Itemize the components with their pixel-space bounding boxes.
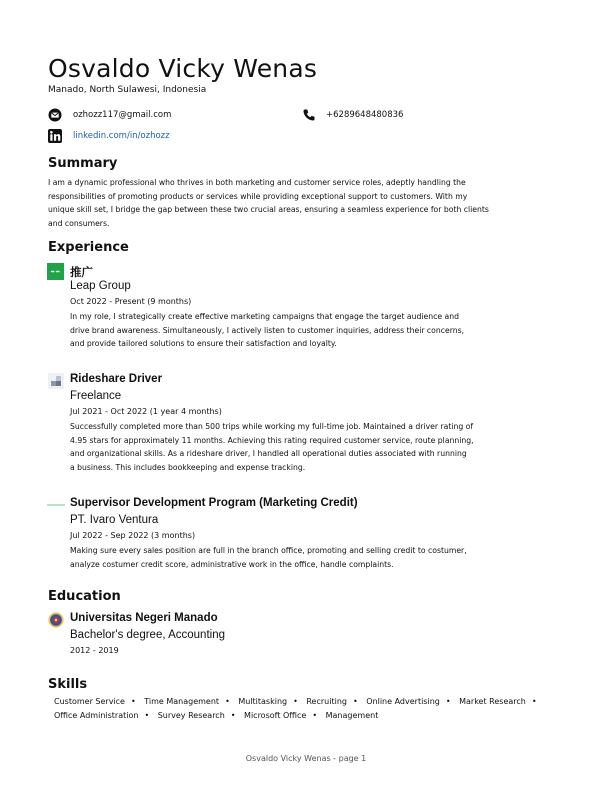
summary-line: and consumers. <box>48 218 110 228</box>
summary-line: responsibilities of promoting products or services while providing exceptional support to customers. With my <box>48 191 468 201</box>
job-description-line: a business. This includes bookkeeping and expense tracking. <box>70 462 306 472</box>
summary-line: unique skill set, I bridge the gap between these two crucial areas, ensuring a seamless experience for both clients <box>48 205 489 214</box>
skill-item: Management <box>325 711 379 720</box>
skill-separator: • <box>445 697 451 706</box>
education-heading: Education <box>48 589 121 604</box>
candidate-name: Osvaldo Vicky Wenas <box>48 54 318 83</box>
candidate-location: Manado, North Sulawesi, Indonesia <box>48 85 207 95</box>
page-footer: Osvaldo Vicky Wenas - page 1 <box>245 754 367 763</box>
job-description <box>70 310 550 351</box>
email-text[interactable]: ozhozz117@gmail.com <box>73 110 172 120</box>
education-school: Universitas Negeri Manado <box>70 612 218 624</box>
job-role: 推广 <box>70 267 93 279</box>
skill-item: Time Management <box>144 697 220 706</box>
job-description <box>70 544 550 571</box>
experience-heading: Experience <box>48 240 129 255</box>
job-company: PT. Ivaro Ventura <box>70 514 159 526</box>
ivaro-ventura-logo <box>47 502 65 508</box>
summary-line: I am a dynamic professional who thrives in both marketing and customer service roles, adeptly handling the <box>48 178 466 187</box>
skill-separator: • <box>352 697 358 706</box>
linkedin-link[interactable]: linkedin.com/in/ozhozz <box>73 131 170 141</box>
skill-separator: • <box>293 697 298 706</box>
envelope-icon <box>48 108 62 122</box>
job-description-line: analyze costumer credit score, administrative work in the office, handle complaints. <box>70 559 394 569</box>
summary-text <box>48 176 558 230</box>
phone-text[interactable]: +6289648480836 <box>326 110 404 120</box>
skill-separator: • <box>144 711 150 720</box>
skill-separator: • <box>130 697 136 706</box>
linkedin-icon <box>48 129 62 143</box>
job-dates: Oct 2022 - Present (9 months) <box>70 297 192 306</box>
education-degree: Bachelor's degree, Accounting <box>70 629 225 641</box>
skill-item: Multitasking <box>238 697 288 706</box>
job-description-line: Successfully completed more than 500 trips while working my full-time job. Maintained a driver rating of <box>70 422 474 431</box>
skill-separator: • <box>225 697 230 706</box>
education-dates: 2012 - 2019 <box>70 646 119 655</box>
job-dates: Jul 2022 - Sep 2022 (3 months) <box>70 531 196 540</box>
summary-heading: Summary <box>48 156 118 171</box>
freelance-placeholder-logo <box>48 373 64 389</box>
university-crest-logo <box>48 612 64 628</box>
skill-separator: • <box>312 711 318 720</box>
job-description-line: drive brand awareness. Simultaneously, I actively listen to customer inquiries, address their concerns, <box>70 325 465 335</box>
job-company: Freelance <box>70 390 122 402</box>
job-description-line: and organizational skills. As a rideshare driver, I handled all operational duties associated with running <box>70 449 467 458</box>
job-role: Supervisor Development Program (Marketing Credit) <box>70 497 358 509</box>
skills-heading: Skills <box>48 677 88 692</box>
job-description-line: In my role, I strategically create effective marketing campaigns that engage the target audience and <box>70 312 459 321</box>
job-description <box>70 420 550 474</box>
phone-icon <box>302 108 316 122</box>
skill-item: Office Administration <box>54 711 139 720</box>
job-description-line: and provide tailored solutions to ensure their satisfaction and loyalty. <box>70 339 337 348</box>
skills-list <box>54 695 544 723</box>
skill-separator: • <box>531 697 537 706</box>
leap-group-logo <box>47 263 64 280</box>
skill-separator: • <box>230 711 236 720</box>
skill-item: Microsoft Office <box>244 711 307 720</box>
skill-item: Market Research <box>459 697 526 706</box>
skill-item: Online Advertising <box>366 697 440 706</box>
job-description-line: Making sure every sales position are full in the branch office, promoting and selling credit to costumer, <box>70 546 467 555</box>
skill-item: Recruiting <box>306 697 347 706</box>
job-description-line: 4.95 stars for approximately 11 months. Achieving this rating required customer service, route planning, <box>70 435 474 445</box>
job-dates: Jul 2021 - Oct 2022 (1 year 4 months) <box>70 407 222 416</box>
job-company: Leap Group <box>70 280 131 292</box>
job-role: Rideshare Driver <box>70 373 163 385</box>
skill-item: Customer Service <box>54 697 125 706</box>
skill-item: Survey Research <box>157 711 225 720</box>
